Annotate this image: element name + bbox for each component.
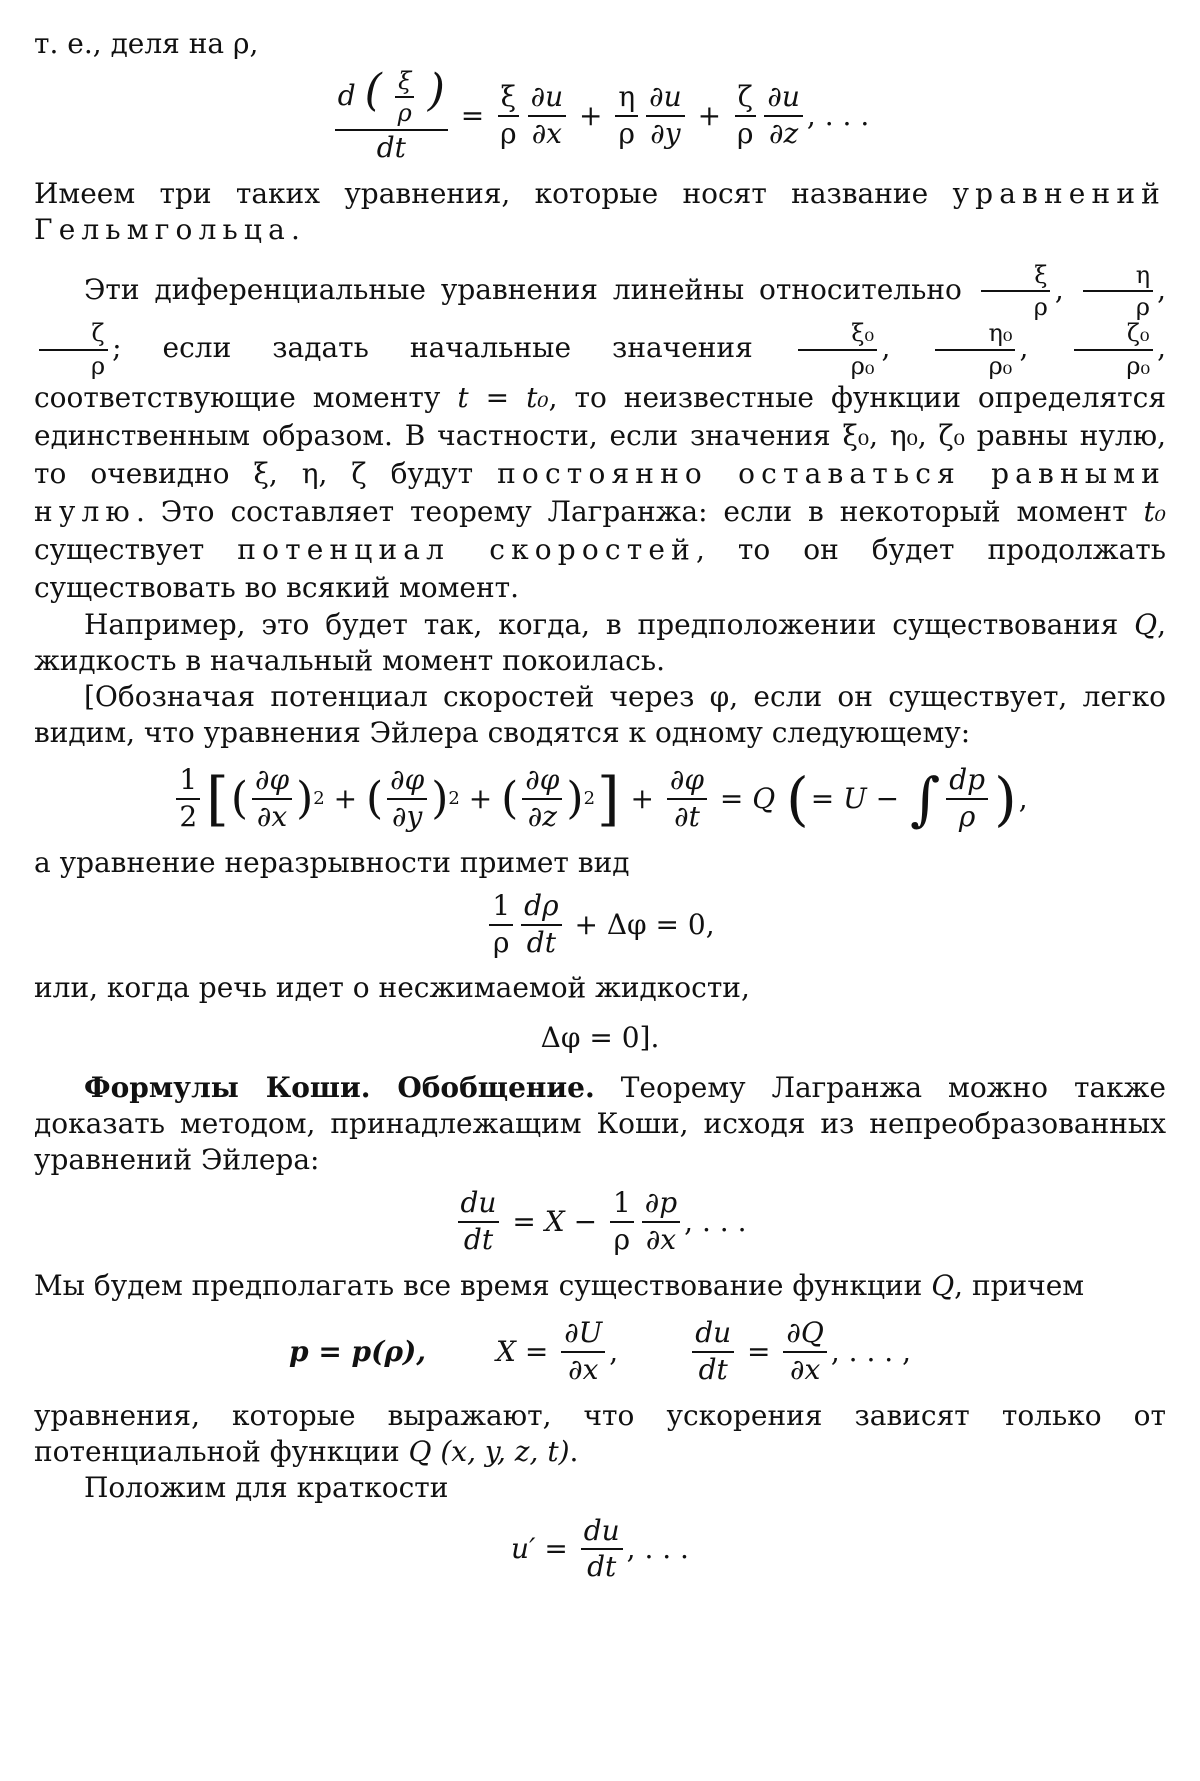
- para-linear: Эти диференциальные уравнения линейны относительно $\frac{\xi}{\rho}$ , $\frac{\eta}{\rho}$ , $\frac{\zeta}{\rho}$ ; если задать начальные значения $\frac{\text{ξ₀}}{\text{ρ₀}}$ , $\frac{\text{η₀}}{\text{ρ₀}}$ , $\frac{\text{ζ₀}}{\text{ρ₀}}$ , соответствующие моменту t = t₀, то неизвестные функции определятся единственным образом. В частности, если значения ξ₀, η₀, ζ₀ равны нулю, то очевидно ξ, η, ζ будут постоянно оставаться равными нулю. Это составляет теорему Лагранжа: если в некоторый момент t₀ существует потенциал скоростей, то он будет продолжать существовать во всякий момент.: [34, 260, 1166, 605]
- para-cauchy: Формулы Коши. Обобщение. Теорему Лагранжа можно также доказать методом, принадлежащим Коши, исходя из непреобразованных уравнений Эйлера:: [34, 1071, 1166, 1177]
- para-incompressible: или, когда речь идет о несжимаемой жидкости,: [34, 971, 750, 1005]
- equation-euler-potential: $\frac{1}{2}$ [ ( $\frac{\partial\varphi}{\partial x}$ ) 2 + ( $\frac{\partial\varphi}{\partial y}$ ) 2 + ( $\frac{\partial\varphi}{\partial z}$ ) 2 ] + $\frac{\partial\varphi}{\partial t}$ = Q ( = U − ∫ $\frac{dp}{\rho}$ ) ,: [34, 765, 1166, 833]
- equation-potential-q: p = p(ρ), X = $\frac{\partial U}{\partial x}$ , $\frac{du}{dt}$ = $\frac{\partial Q}{\partial x}$ , . . . ,: [289, 1315, 911, 1386]
- fraction-lhs: d ( $\frac{\xi}{\rho}$ ) dt: [335, 68, 448, 164]
- para-intro: т. е., деля на ρ,: [34, 27, 259, 60]
- equation-euler: $\frac{du}{dt}$ = X − $\frac{1}{\rho}$ $\frac{\partial p}{\partial x}$ , . . .: [34, 1188, 1166, 1256]
- para-example: Например, это будет так, когда, в предположении существования Q, жидкость в начальный момент покоилась.: [34, 608, 1166, 678]
- para-assume: Мы будем предполагать все время существование функции Q, причем: [34, 1268, 1085, 1302]
- para-acceleration: уравнения, которые выражают, что ускорения зависят только от потенциальной функции Q (x, y, z, t).: [34, 1398, 1166, 1468]
- para-brevity: Положим для краткости: [84, 1470, 449, 1504]
- equation-continuity: $\frac{1}{\rho}$ $\frac{d\rho}{dt}$ + Δφ = 0,: [34, 891, 1166, 959]
- equation-laplace: Δφ = 0].: [540, 1021, 660, 1055]
- para-continuity: а уравнение неразрывности примет вид: [34, 845, 630, 879]
- equation-helmholtz: d ( $\frac{\xi}{\rho}$ ) dt = $\frac{\xi}{\rho}$ $\frac{\partial u}{\partial x}$ + $\frac{\eta}{\rho}$ $\frac{\partial u}{\partial y}$ + $\frac{\zeta}{\rho}$ $\frac{\partial u}{\partial z}$ , . . .: [34, 68, 1166, 164]
- para-helmholtz: Имеем три таких уравнения, которые носят название уравнений Гельмгольца.: [34, 176, 1166, 246]
- equation-u-prime: u′ = $\frac{du}{dt}$ , . . .: [511, 1513, 689, 1584]
- para-potential: [Обозначая потенциал скоростей через φ, если он существует, легко видим, что уравнения Эйлера сводятся к одному следующему:: [34, 680, 1166, 750]
